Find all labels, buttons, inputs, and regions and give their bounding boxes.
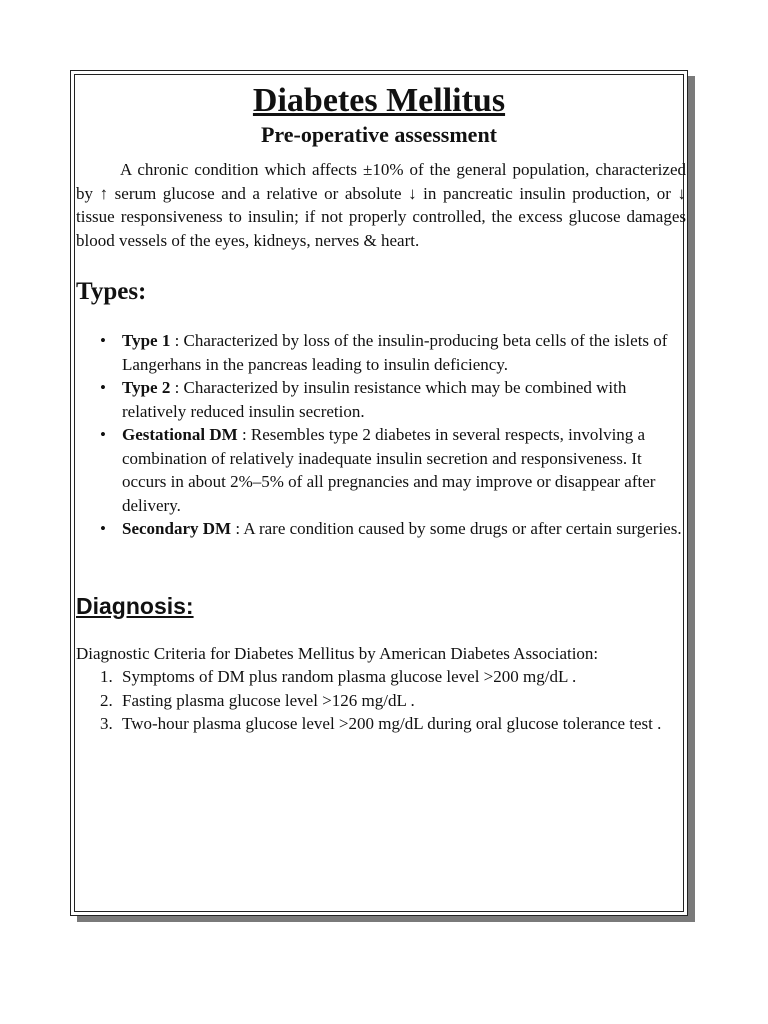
intro-paragraph: A chronic condition which affects ±10% of the general population, characterized by ↑ serum glucose and a relative or absolute ↓ in pancreatic insulin production, or ↓ tissue responsiveness to insulin; if not properly controlled, the excess glucose damages blood vessels of the eyes, kidneys, nerves & heart. (76, 160, 686, 250)
bullet-icon: • (100, 378, 106, 397)
type-item-3 (76, 423, 686, 517)
document-subtitle: Pre-operative assessment (260, 122, 498, 147)
bullet-icon: • (100, 425, 106, 444)
document-content (76, 82, 686, 736)
type-description: : Resembles type 2 diabetes in several respects, involving a combination of relatively inadequate insulin secretion and responsiveness. It occurs in about 2%–5% of all pregnancies and may improve or disappear after delivery. (122, 425, 656, 515)
criteria-text: Symptoms of DM plus random plasma glucose level >200 mg/dL . (122, 667, 577, 686)
criteria-text: Two-hour plasma glucose level >200 mg/dL during oral glucose tolerance test . (122, 714, 662, 733)
bullet-icon: • (100, 331, 106, 350)
diagnosis-intro: Diagnostic Criteria for Diabetes Mellitus by American Diabetes Association: (76, 643, 599, 663)
type-item-1 (76, 329, 686, 376)
criteria-item-1 (76, 665, 686, 689)
type-description: : Characterized by loss of the insulin-producing beta cells of the islets of Langerhans in the pancreas leading to insulin deficiency. (122, 331, 668, 374)
type-term: Type 2 (122, 378, 171, 397)
types-heading: Types: (76, 278, 147, 305)
type-description: : Characterized by insulin resistance which may be combined with relatively reduced insulin secretion. (122, 378, 627, 421)
type-term: Gestational DM (122, 425, 238, 444)
type-term: Secondary DM (122, 519, 232, 538)
type-item-4 (76, 517, 686, 541)
type-item-2 (76, 376, 686, 423)
types-list (76, 329, 686, 541)
type-description: : A rare condition caused by some drugs or after certain surgeries. (231, 519, 682, 538)
criteria-number: 3. (100, 714, 113, 733)
criteria-number: 2. (100, 690, 113, 710)
type-term: Type 1 (122, 331, 171, 350)
diagnosis-criteria-list (76, 665, 686, 736)
criteria-item-3 (76, 712, 686, 736)
criteria-item-2 (76, 689, 686, 713)
document-title: Diabetes Mellitus (252, 82, 506, 119)
criteria-text: Fasting plasma glucose level >126 mg/dL . (122, 690, 415, 710)
bullet-icon: • (100, 519, 106, 538)
criteria-number: 1. (100, 667, 113, 686)
diagnosis-heading: Diagnosis: (76, 592, 194, 619)
